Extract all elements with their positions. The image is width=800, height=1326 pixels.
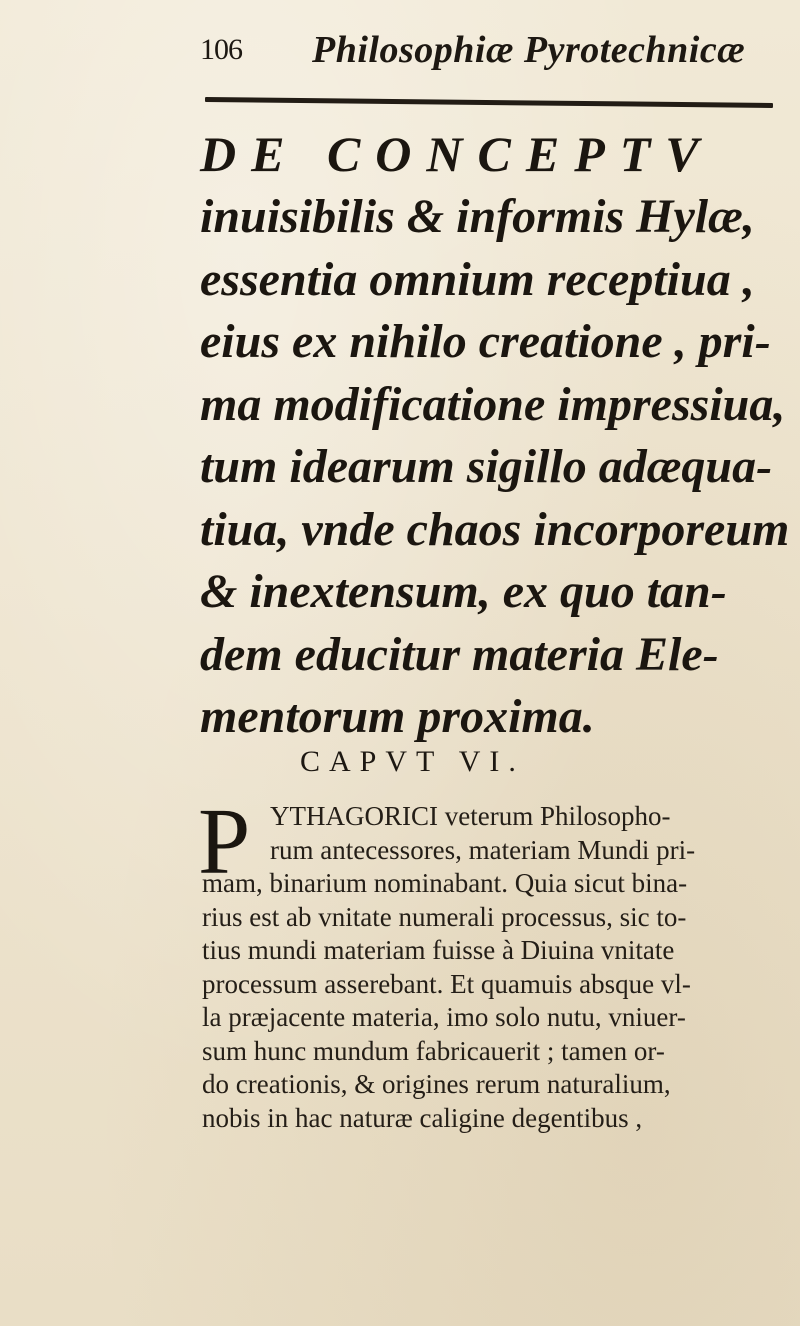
header-rule — [205, 97, 773, 108]
body-text — [198, 790, 782, 1135]
title-line: & inextensum, ex quo tan- — [200, 565, 727, 618]
text-line: tius mundi materiam fuisse à Diuina vnitate — [202, 935, 675, 965]
text-line: la præjacente materia, imo solo nutu, vniuer- — [202, 1002, 686, 1032]
title-line: DE CONCEPTV — [200, 126, 714, 182]
title-line: ma modificatione impressiua, — [200, 377, 786, 431]
title-line: dem educitur materia Ele- — [200, 627, 719, 681]
text-line: do creationis, & origines rerum naturalium, — [202, 1069, 671, 1099]
text-line: sum hunc mundum fabricauerit ; tamen or- — [202, 1035, 665, 1066]
title-line: inuisibilis & informis Hylæ, — [200, 190, 755, 243]
text-line: processum asserebant. Et quamuis absque vl- — [202, 968, 691, 999]
chapter-title — [200, 122, 800, 749]
drop-cap: P — [198, 790, 251, 894]
text-line: YTHAGORICI veterum Philosopho- — [270, 801, 671, 831]
title-line: tum idearum sigillo adæqua- — [200, 440, 773, 493]
text-line: rum antecessores, materiam Mundi pri- — [270, 834, 696, 865]
running-title: Philosophiæ Pyrotechnicæ — [312, 29, 746, 71]
page-number: 106 — [200, 33, 242, 66]
chapter-heading: CAPVT VI. — [300, 745, 525, 778]
text-line: rius est ab vnitate numerali processus, sic to- — [202, 901, 687, 932]
title-line: essentia omnium receptiua , — [200, 252, 755, 306]
title-line: tiua, vnde chaos incorporeum — [200, 502, 790, 556]
page-header — [0, 14, 800, 74]
title-line: eius ex nihilo creatione , pri- — [200, 315, 771, 368]
text-line: nobis in hac naturæ caligine degentibus , — [202, 1102, 643, 1133]
title-line: mentorum proxima. — [200, 690, 595, 743]
text-line: mam, binarium nominabant. Quia sicut bina- — [202, 868, 688, 898]
